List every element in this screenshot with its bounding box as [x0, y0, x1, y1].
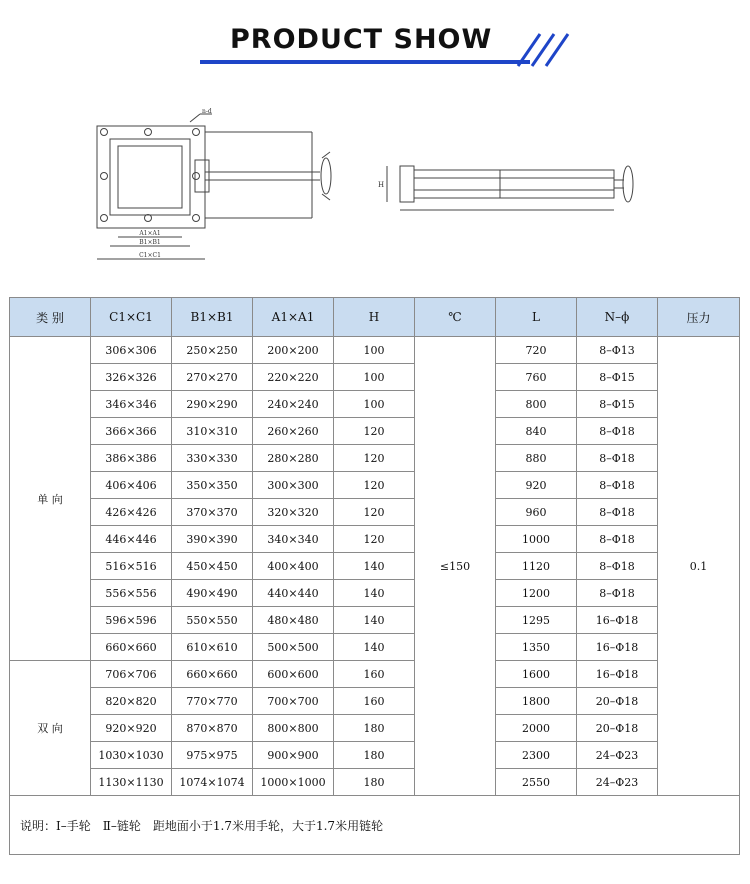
cell-n-phi: 8–Φ18 [577, 580, 658, 607]
table-note: 说明：Ⅰ–手轮 Ⅱ–链轮 距地面小于1.7米用手轮，大于1.7米用链轮 [10, 796, 740, 855]
cell-n-phi: 8–Φ18 [577, 445, 658, 472]
cell-pressure: 0.1 [658, 337, 740, 796]
table-row [10, 391, 740, 418]
cell-l: 880 [496, 445, 577, 472]
cell-h: 160 [334, 661, 415, 688]
cell-c1: 516×516 [91, 553, 172, 580]
table-row [10, 688, 740, 715]
cell-n-phi: 8–Φ13 [577, 337, 658, 364]
side-view [387, 166, 633, 210]
cell-h: 180 [334, 769, 415, 796]
cell-b1: 250×250 [172, 337, 253, 364]
cell-h: 100 [334, 391, 415, 418]
table-header-row [10, 298, 740, 337]
cell-c1: 596×596 [91, 607, 172, 634]
cell-l: 1350 [496, 634, 577, 661]
cell-c1: 1130×1130 [91, 769, 172, 796]
cell-l: 1000 [496, 526, 577, 553]
header-h: H [334, 298, 415, 337]
cell-n-phi: 16–Φ18 [577, 607, 658, 634]
front-view [97, 114, 331, 259]
header-c1: C1×C1 [91, 298, 172, 337]
cell-c1: 446×446 [91, 526, 172, 553]
table-row [10, 526, 740, 553]
cell-b1: 350×350 [172, 472, 253, 499]
cell-l: 720 [496, 337, 577, 364]
cell-c1: 1030×1030 [91, 742, 172, 769]
table-row [10, 364, 740, 391]
table-row [10, 607, 740, 634]
cell-l: 2300 [496, 742, 577, 769]
cell-n-phi: 8–Φ18 [577, 526, 658, 553]
cell-b1: 310×310 [172, 418, 253, 445]
cell-h: 120 [334, 526, 415, 553]
cell-l: 1200 [496, 580, 577, 607]
cell-n-phi: 24–Φ23 [577, 742, 658, 769]
cell-b1: 975×975 [172, 742, 253, 769]
cell-n-phi: 16–Φ18 [577, 634, 658, 661]
cell-l: 1800 [496, 688, 577, 715]
cell-a1: 440×440 [253, 580, 334, 607]
cell-h: 100 [334, 337, 415, 364]
cell-c1: 366×366 [91, 418, 172, 445]
cell-c1: 346×346 [91, 391, 172, 418]
cell-l: 1295 [496, 607, 577, 634]
cell-h: 160 [334, 688, 415, 715]
table-row [10, 580, 740, 607]
cell-b1: 610×610 [172, 634, 253, 661]
header-b1: B1×B1 [172, 298, 253, 337]
cell-l: 1600 [496, 661, 577, 688]
cell-l: 840 [496, 418, 577, 445]
cell-h: 140 [334, 634, 415, 661]
cell-b1: 330×330 [172, 445, 253, 472]
page-header [0, 0, 750, 80]
cell-c1: 426×426 [91, 499, 172, 526]
header-n-phi: N–ϕ [577, 298, 658, 337]
header-temp: ℃ [415, 298, 496, 337]
cell-l: 960 [496, 499, 577, 526]
table-note-row [10, 796, 740, 855]
cell-b1: 390×390 [172, 526, 253, 553]
label-c1: C1×C1 [139, 252, 161, 259]
category-double: 双 向 [10, 661, 91, 796]
table-body [10, 337, 740, 796]
label-nd: n-d [202, 108, 212, 115]
cell-c1: 660×660 [91, 634, 172, 661]
cell-n-phi: 8–Φ18 [577, 499, 658, 526]
table-row [10, 742, 740, 769]
cell-h: 180 [334, 742, 415, 769]
cell-l: 2000 [496, 715, 577, 742]
header-l: L [496, 298, 577, 337]
cell-a1: 200×200 [253, 337, 334, 364]
cell-c1: 556×556 [91, 580, 172, 607]
cell-b1: 1074×1074 [172, 769, 253, 796]
cell-a1: 900×900 [253, 742, 334, 769]
page-title: PRODUCT SHOW [230, 24, 493, 55]
label-h: H [377, 181, 385, 189]
header-pressure: 压力 [658, 298, 740, 337]
decorative-slashes-icon [516, 33, 576, 67]
cell-b1: 550×550 [172, 607, 253, 634]
cell-b1: 770×770 [172, 688, 253, 715]
cell-l: 760 [496, 364, 577, 391]
table-row [10, 769, 740, 796]
cell-c1: 920×920 [91, 715, 172, 742]
cell-c1: 820×820 [91, 688, 172, 715]
cell-a1: 300×300 [253, 472, 334, 499]
table-row [10, 499, 740, 526]
cell-a1: 600×600 [253, 661, 334, 688]
cell-b1: 660×660 [172, 661, 253, 688]
header-a1: A1×A1 [253, 298, 334, 337]
cell-a1: 480×480 [253, 607, 334, 634]
cell-h: 120 [334, 445, 415, 472]
cell-a1: 500×500 [253, 634, 334, 661]
cell-b1: 490×490 [172, 580, 253, 607]
table-row [10, 337, 740, 364]
cell-n-phi: 8–Φ18 [577, 472, 658, 499]
cell-b1: 290×290 [172, 391, 253, 418]
cell-l: 800 [496, 391, 577, 418]
cell-n-phi: 16–Φ18 [577, 661, 658, 688]
cell-a1: 260×260 [253, 418, 334, 445]
cell-a1: 1000×1000 [253, 769, 334, 796]
cell-h: 140 [334, 580, 415, 607]
cell-a1: 800×800 [253, 715, 334, 742]
table-row [10, 418, 740, 445]
table-row [10, 634, 740, 661]
table-row [10, 661, 740, 688]
cell-h: 120 [334, 472, 415, 499]
cell-h: 140 [334, 607, 415, 634]
cell-l: 2550 [496, 769, 577, 796]
cell-h: 120 [334, 418, 415, 445]
cell-b1: 270×270 [172, 364, 253, 391]
table-row [10, 472, 740, 499]
cell-l: 1120 [496, 553, 577, 580]
technical-drawing [0, 100, 750, 280]
cell-b1: 370×370 [172, 499, 253, 526]
cell-a1: 700×700 [253, 688, 334, 715]
cell-h: 100 [334, 364, 415, 391]
cell-h: 120 [334, 499, 415, 526]
cell-h: 180 [334, 715, 415, 742]
cell-n-phi: 20–Φ18 [577, 688, 658, 715]
cell-a1: 220×220 [253, 364, 334, 391]
cell-a1: 320×320 [253, 499, 334, 526]
table-row [10, 445, 740, 472]
spec-table [9, 297, 740, 855]
cell-n-phi: 8–Φ18 [577, 553, 658, 580]
cell-a1: 340×340 [253, 526, 334, 553]
cell-n-phi: 8–Φ15 [577, 364, 658, 391]
cell-l: 920 [496, 472, 577, 499]
table-row [10, 553, 740, 580]
header-category: 类 别 [10, 298, 91, 337]
cell-c1: 306×306 [91, 337, 172, 364]
cell-a1: 280×280 [253, 445, 334, 472]
cell-c1: 326×326 [91, 364, 172, 391]
cell-temperature: ≤150 [415, 337, 496, 796]
title-underline [200, 60, 530, 64]
category-single: 单 向 [10, 337, 91, 661]
cell-c1: 386×386 [91, 445, 172, 472]
label-b1: B1×B1 [139, 239, 161, 246]
cell-n-phi: 24–Φ23 [577, 769, 658, 796]
cell-a1: 400×400 [253, 553, 334, 580]
cell-n-phi: 20–Φ18 [577, 715, 658, 742]
cell-c1: 406×406 [91, 472, 172, 499]
cell-h: 140 [334, 553, 415, 580]
cell-c1: 706×706 [91, 661, 172, 688]
cell-b1: 870×870 [172, 715, 253, 742]
label-a1: A1×A1 [139, 230, 161, 237]
table-row [10, 715, 740, 742]
cell-b1: 450×450 [172, 553, 253, 580]
cell-a1: 240×240 [253, 391, 334, 418]
cell-n-phi: 8–Φ15 [577, 391, 658, 418]
cell-n-phi: 8–Φ18 [577, 418, 658, 445]
